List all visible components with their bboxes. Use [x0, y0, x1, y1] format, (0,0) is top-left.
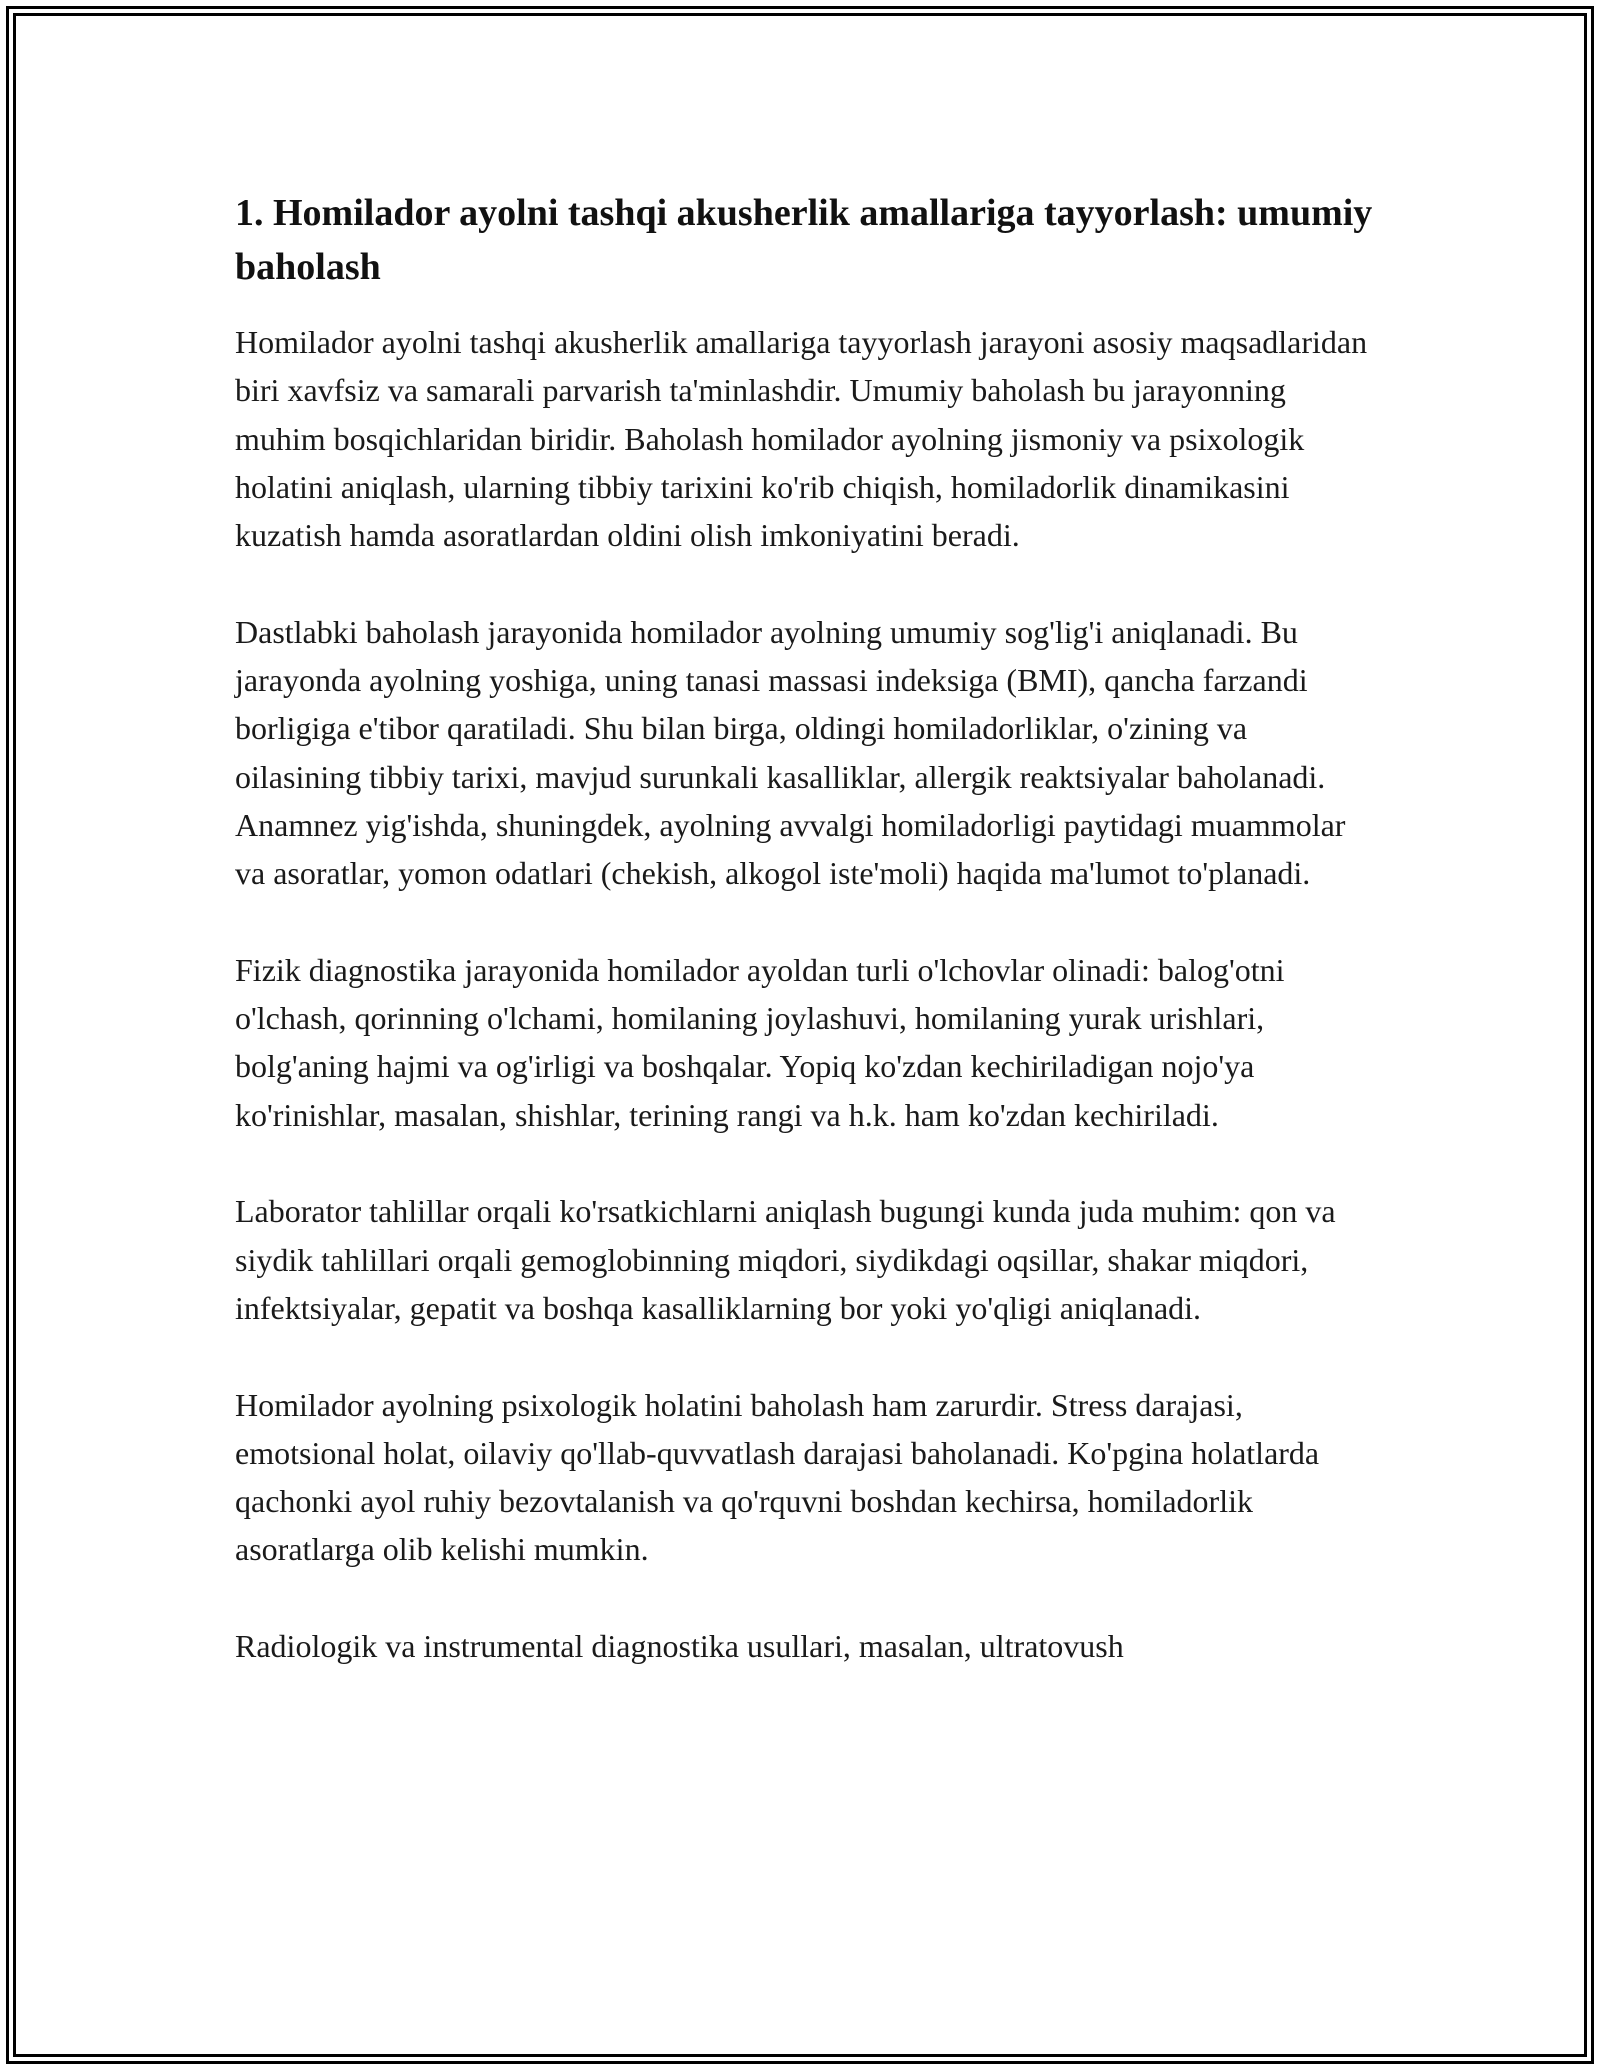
paragraph-psychological-assessment: Homilador ayolning psixologik holatini baholash ham zarurdir. Stress darajasi, emotsional holat, oilaviy qo'llab-quvvatlash darajasi baholanadi. Ko'pgina holatlarda qachonki ayol ruhiy bezovtalanish va qo'rquvni boshdan kechirsa, homiladorlik asoratlarga olib kelishi mumkin.	[235, 1386, 1320, 1568]
section-title: 1. Homilador ayolni tashqi akusherlik amallariga tayyorlash: umumiy baholash	[235, 192, 1373, 288]
paragraph-radiologic-diagnostics: Radiologik va instrumental diagnostika usullari, masalan, ultratovush	[235, 1628, 1124, 1665]
document-body	[235, 186, 1375, 1719]
paragraph-laboratory-tests: Laborator tahlillar orqali ko'rsatkichlarni aniqlash bugungi kunda juda muhim: qon va siydik tahlillari orqali gemoglobinning miqdori, siydikdagi oqsillar, shakar miqdori, infektsiyalar, gepatit va boshqa kasalliklarning bor yoki yo'qligi aniqlanadi.	[235, 1193, 1336, 1326]
paragraph-initial-assessment: Dastlabki baholash jarayonida homilador ayolning umumiy sog'lig'i aniqlanadi. Bu jarayonda ayolning yoshiga, uning tanasi massasi indeksiga (BMI), qancha farzandi borligiga e'tibor qaratiladi. Shu bilan birga, oldingi homiladorliklar, o'zining va oilasining tibbiy tarixi, mavjud surunkali kasalliklar, allergik reaktsiyalar baholanadi. Anamnez yig'ishda, shuningdek, ayolning avvalgi homiladorligi paytidagi muammolar va asoratlar, yomon odatlari (chekish, alkogol iste'moli) haqida ma'lumot to'planadi.	[235, 613, 1346, 892]
paragraph-physical-diagnostics: Fizik diagnostika jarayonida homilador ayoldan turli o'lchovlar olinadi: balog'otni o'lchash, qorinning o'lchami, homilaning joylashuvi, homilaning yurak urishlari, bolg'aning hajmi va og'irligi va boshqalar. Yopiq ko'zdan kechiriladigan nojo'ya ko'rinishlar, masalan, shishlar, terining rangi va h.k. ham ko'zdan kechiriladi.	[235, 951, 1285, 1133]
paragraph-general-assessment: Homilador ayolni tashqi akusherlik amallariga tayyorlash jarayoni asosiy maqsadlaridan biri xavfsiz va samarali parvarish ta'minlashdir. Umumiy baholash bu jarayonning muhim bosqichlaridan biridir. Baholash homilador ayolning jismoniy va psixologik holatini aniqlash, ularning tibbiy tarixini ko'rib chiqish, homiladorlik dinamikasini kuzatish hamda asoratlardan oldini olish imkoniyatini beradi.	[235, 324, 1368, 554]
